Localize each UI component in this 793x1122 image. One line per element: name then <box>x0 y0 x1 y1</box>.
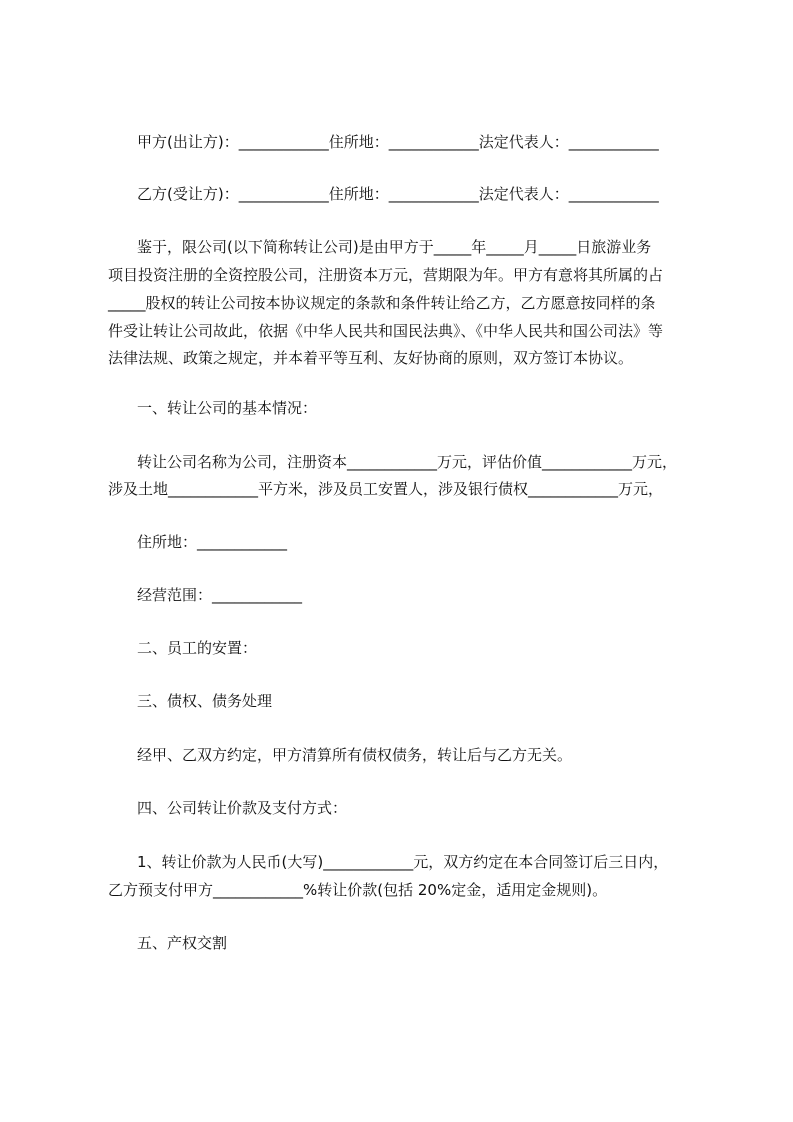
section-1-title: 一、转让公司的基本情况： <box>137 399 318 417</box>
party-a-line: 甲方(出让方)：____________住所地：____________法定代表人：____________ <box>137 133 659 151</box>
preamble-line: _____股权的转让公司按本协议规定的条款和条件转让给乙方，乙方愿意按同样的条 <box>108 294 656 312</box>
section-4-title: 四、公司转让价款及支付方式： <box>137 799 348 817</box>
section-3-title: 三、债权、债务处理 <box>137 692 273 710</box>
preamble-line: 件受让转让公司故此，依据《中华人民共和国民法典》、《中华人民共和国公司法》等 <box>108 322 664 340</box>
preamble-line: 鉴于，限公司(以下简称转让公司)是由甲方于_____年_____月_____日旅游业务 <box>137 238 652 256</box>
business-scope-line: 经营范围：____________ <box>137 586 303 604</box>
section-3-body: 经甲、乙双方约定，甲方清算所有债权债务，转让后与乙方无关。 <box>137 746 573 764</box>
section-1-body-line: 转让公司名称为公司，注册资本____________万元，评估价值____________万元， <box>137 453 678 471</box>
section-5-title: 五、产权交割 <box>137 934 228 952</box>
section-2-title: 二、员工的安置： <box>137 639 258 657</box>
preamble-line: 项目投资注册的全资控股公司，注册资本万元，营期限为年。甲方有意将其所属的占 <box>108 266 664 284</box>
section-4-body-line: 1、转让价款为人民币(大写)____________元，双方约定在本合同签订后三日内， <box>137 853 669 871</box>
address-line: 住所地：____________ <box>137 533 288 551</box>
party-b-line: 乙方(受让方)：____________住所地：____________法定代表人：____________ <box>137 185 659 203</box>
preamble-line: 法律法规、政策之规定，并本着平等互利、友好协商的原则，双方签订本协议。 <box>108 349 634 367</box>
section-4-body-line: 乙方预支付甲方____________%转让价款(包括 20%定金，适用定金规则)。 <box>108 881 608 899</box>
section-1-body-line: 涉及土地____________平方米，涉及员工安置人，涉及银行债权____________万元， <box>108 480 664 498</box>
